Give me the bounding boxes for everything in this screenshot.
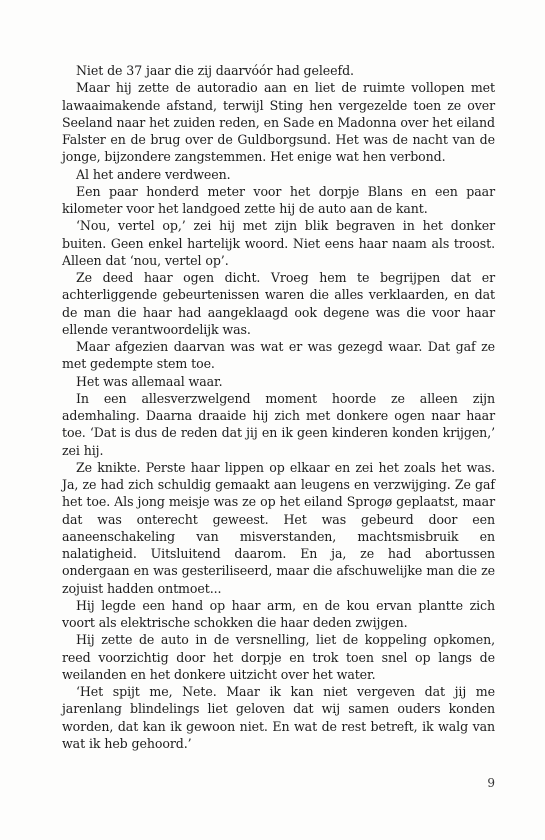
paragraph-4: Een paar honderd meter voor het dorpje Blans en een paar kilometer voor het landgoed zette hij de auto aan de kant. bbox=[62, 183, 495, 216]
page-number: 9 bbox=[487, 776, 495, 790]
paragraph-9: In een allesverzwelgend moment hoorde ze alleen zijn ademhaling. Daarna draaide hij zich met donkere ogen naar haar toe. ‘Dat is dus de reden dat jij en ik geen kinderen konden krijgen,’ zei hij. bbox=[62, 390, 495, 458]
paragraph-6: Ze deed haar ogen dicht. Vroeg hem te begrijpen dat er achterliggende gebeurtenissen waren die alles verklaarden, en dat de man die haar had aangeklaagd ook degene was die voor haar ellende verantwoordelijk was. bbox=[62, 270, 495, 337]
paragraph-7: Maar afgezien daarvan was wat er was gezegd waar. Dat gaf ze met gedempte stem toe. bbox=[62, 339, 495, 372]
paragraph-1: Niet de 37 jaar die zij daarvóór had geleefd. bbox=[76, 63, 354, 78]
paragraph-13: ‘Het spijt me, Nete. Maar ik kan niet vergeven dat jij me jarenlang blindelings liet geloven dat wij samen ouders konden worden, dat kan ik gewoon niet. En wat de rest betreft, ik walg van wat ik heb gehoord.’ bbox=[62, 684, 495, 751]
paragraph-8: Het was allemaal waar. bbox=[76, 373, 223, 389]
page-body-text bbox=[62, 62, 495, 752]
paragraph-10: Ze knikte. Perste haar lippen op elkaar en zei het zoals het was. Ja, ze had zich schuldig gemaakt aan leugens en verzwijging. Ze gaf het toe. Als jong meisje was ze op het eiland Sprogø geplaatst, maar dat was onterecht geweest. Het was gebeurd door een aaneenschakeling van misverstanden, machtsmisbruik en nalatigheid. Uitsluitend daarom. En ja, ze had abortussen ondergaan en was gesteriliseerd, maar die afschuwelijke man die ze zojuist hadden ontmoet... bbox=[62, 459, 495, 596]
paragraph-12: Hij zette de auto in de versnelling, liet de koppeling opkomen, reed voorzichtig door het dorpje en trok toen snel op langs de weilanden en het donkere uitzicht over het water. bbox=[62, 632, 495, 682]
paragraph-2: Maar hij zette de autoradio aan en liet de ruimte vollopen met lawaaimakende afstand, terwijl Sting hen vergezelde toen ze over Seeland naar het zuiden reden, en Sade en Madonna over het eiland Falster en de brug over de Guldborgsund. Het was de nacht van de jonge, bijzondere zangstemmen. Het enige wat hen verbond. bbox=[62, 80, 495, 165]
paragraph-11: Hij legde een hand op haar arm, en de kou ervan plantte zich voort als elektrische schokken die haar deden zwijgen. bbox=[62, 597, 495, 630]
paragraph-5: ‘Nou, vertel op,’ zei hij met zijn blik begraven in het donker buiten. Geen enkel hartelijk woord. Niet eens haar naam als troost. Alleen dat ‘nou, vertel op’. bbox=[62, 218, 495, 268]
paragraph-3: Al het andere verdween. bbox=[76, 166, 231, 182]
